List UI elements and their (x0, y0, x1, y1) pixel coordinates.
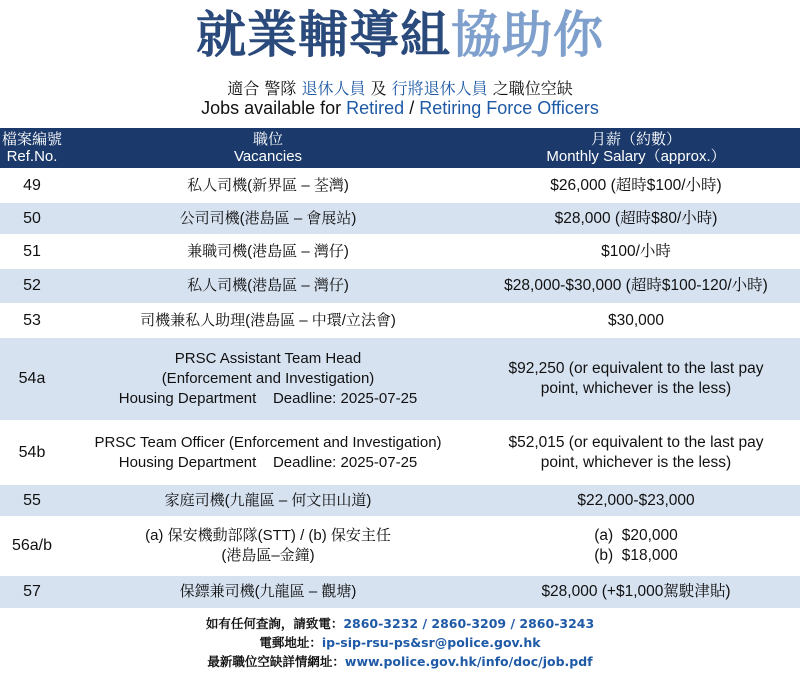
salary-line: (b) $18,000 (594, 547, 678, 564)
salary-line: $22,000-$23,000 (577, 491, 695, 509)
table-row (0, 337, 800, 421)
cell-vacancy (64, 421, 472, 484)
vacancy-line: 公司司機(港島區 – 會展站) (179, 209, 357, 227)
cell-vacancy (64, 575, 472, 608)
subtitle-zh-retired: 退休人員 (301, 79, 366, 98)
vacancy-line: 兼職司機(港島區 – 灣仔) (187, 242, 349, 260)
cell-salary (472, 304, 800, 337)
banner-title-part1: 就業輔導組 (196, 6, 451, 64)
cell-salary (472, 169, 800, 202)
cell-ref-no: 57 (0, 575, 64, 608)
salary-line: (a) $20,000 (594, 527, 678, 544)
header-vacancy-zh: 職位 (252, 131, 283, 148)
vacancy-line: 司機兼私人助理(港島區 – 中環/立法會) (140, 311, 396, 329)
subtitle-en-mid: / (404, 98, 420, 118)
cell-salary (472, 575, 800, 608)
vacancy-line: 保鏢兼司機(九龍區 – 觀塘) (179, 583, 357, 600)
contact-footer (0, 614, 800, 671)
cell-salary (472, 202, 800, 235)
header-salary (472, 128, 800, 169)
banner (0, 0, 800, 70)
salary-line: $28,000 (超時$80/小時) (554, 209, 718, 227)
table-row (0, 202, 800, 235)
email-link[interactable]: ip-sip-rsu-ps&sr@police.gov.hk (321, 635, 541, 650)
subtitle-en-retiring: Retiring Force Officers (419, 98, 599, 118)
header-salary-en: Monthly Salary（approx.） (546, 148, 726, 165)
vacancy-table (0, 128, 800, 608)
cell-ref-no: 52 (0, 268, 64, 304)
web-link[interactable]: www.police.gov.hk/info/doc/job.pdf (344, 654, 593, 669)
footer-email-line (0, 633, 800, 652)
salary-line: point, whichever is the less) (540, 453, 732, 471)
cell-vacancy (64, 337, 472, 421)
salary-line: $26,000 (超時$100/小時) (550, 176, 722, 194)
cell-vacancy (64, 169, 472, 202)
cell-vacancy (64, 517, 472, 575)
subtitle-zh-post: 之職位空缺 (487, 79, 573, 98)
cell-vacancy (64, 235, 472, 268)
subtitle-zh-pre: 適合 警隊 (227, 79, 302, 98)
header-salary-zh: 月薪（約數） (590, 131, 681, 148)
table-row (0, 235, 800, 268)
cell-salary (472, 337, 800, 421)
salary-line: $28,000-$30,000 (超時$100-120/小時) (504, 277, 768, 294)
cell-ref-no: 53 (0, 304, 64, 337)
salary-line: $30,000 (607, 311, 665, 329)
vacancy-line: (Enforcement and Investigation) (161, 370, 375, 387)
vacancy-line: PRSC Team Officer (Enforcement and Investigation) (94, 433, 442, 451)
subtitle-chinese (0, 76, 800, 98)
vacancy-line: 私人司機(新界區 – 荃灣) (187, 176, 349, 194)
header-vacancy-en: Vacancies (233, 148, 303, 165)
table-row (0, 304, 800, 337)
header-ref-en: Ref.No. (6, 148, 58, 165)
table-body (0, 169, 800, 608)
email-label: 電郵地址： (259, 635, 322, 650)
vacancy-line: 私人司機(港島區 – 灣仔) (187, 277, 349, 294)
cell-ref-no: 55 (0, 484, 64, 517)
salary-line: $92,250 (or equivalent to the last pay (508, 360, 764, 377)
footer-web-line (0, 652, 800, 671)
vacancy-line: (港島區–金鐘) (221, 547, 315, 564)
salary-line: point, whichever is the less) (540, 380, 732, 397)
vacancy-line: PRSC Assistant Team Head (174, 350, 362, 367)
cell-salary (472, 421, 800, 484)
table-row (0, 517, 800, 575)
table-header-row (0, 128, 800, 169)
cell-salary (472, 235, 800, 268)
subtitle-en-retired: Retired (346, 98, 405, 118)
cell-ref-no: 54b (0, 421, 64, 484)
salary-line: $28,000 (+$1,000駕駛津貼) (541, 583, 731, 600)
web-label: 最新職位空缺詳情網址： (207, 654, 345, 669)
subtitle-en-pre: Jobs available for (201, 98, 347, 118)
table-row (0, 484, 800, 517)
cell-salary (472, 517, 800, 575)
table-row (0, 169, 800, 202)
table-row (0, 575, 800, 608)
subtitle-zh-mid: 及 (365, 79, 392, 98)
cell-salary (472, 484, 800, 517)
cell-vacancy (64, 202, 472, 235)
vacancy-line: Housing Department Deadline: 2025-07-25 (118, 453, 418, 471)
header-vacancy (64, 128, 472, 169)
salary-line: $100/小時 (601, 242, 671, 260)
cell-ref-no: 54a (0, 337, 64, 421)
subtitle-zh-retiring: 行將退休人員 (391, 79, 488, 98)
vacancy-line: Housing Department Deadline: 2025-07-25 (118, 390, 418, 407)
salary-line: $52,015 (or equivalent to the last pay (508, 433, 764, 451)
cell-salary (472, 268, 800, 304)
table-row (0, 421, 800, 484)
banner-title-part2: 協助你 (451, 6, 604, 64)
cell-ref-no: 49 (0, 169, 64, 202)
subtitle-english (0, 98, 800, 124)
vacancy-line: (a) 保安機動部隊(STT) / (b) 保安主任 (145, 527, 391, 544)
header-ref-zh: 檔案編號 (1, 131, 62, 148)
cell-vacancy (64, 484, 472, 517)
table-row (0, 268, 800, 304)
cell-ref-no: 51 (0, 235, 64, 268)
header-ref (0, 128, 64, 169)
footer-phone-line (0, 614, 800, 633)
cell-vacancy (64, 304, 472, 337)
phone-label: 如有任何查詢，請致電： (205, 616, 344, 631)
phone-numbers[interactable]: 2860-3232 / 2860-3209 / 2860-3243 (343, 616, 595, 631)
cell-vacancy (64, 268, 472, 304)
cell-ref-no: 50 (0, 202, 64, 235)
cell-ref-no: 56a/b (0, 517, 64, 575)
vacancy-line: 家庭司機(九龍區 – 何文田山道) (164, 491, 372, 509)
